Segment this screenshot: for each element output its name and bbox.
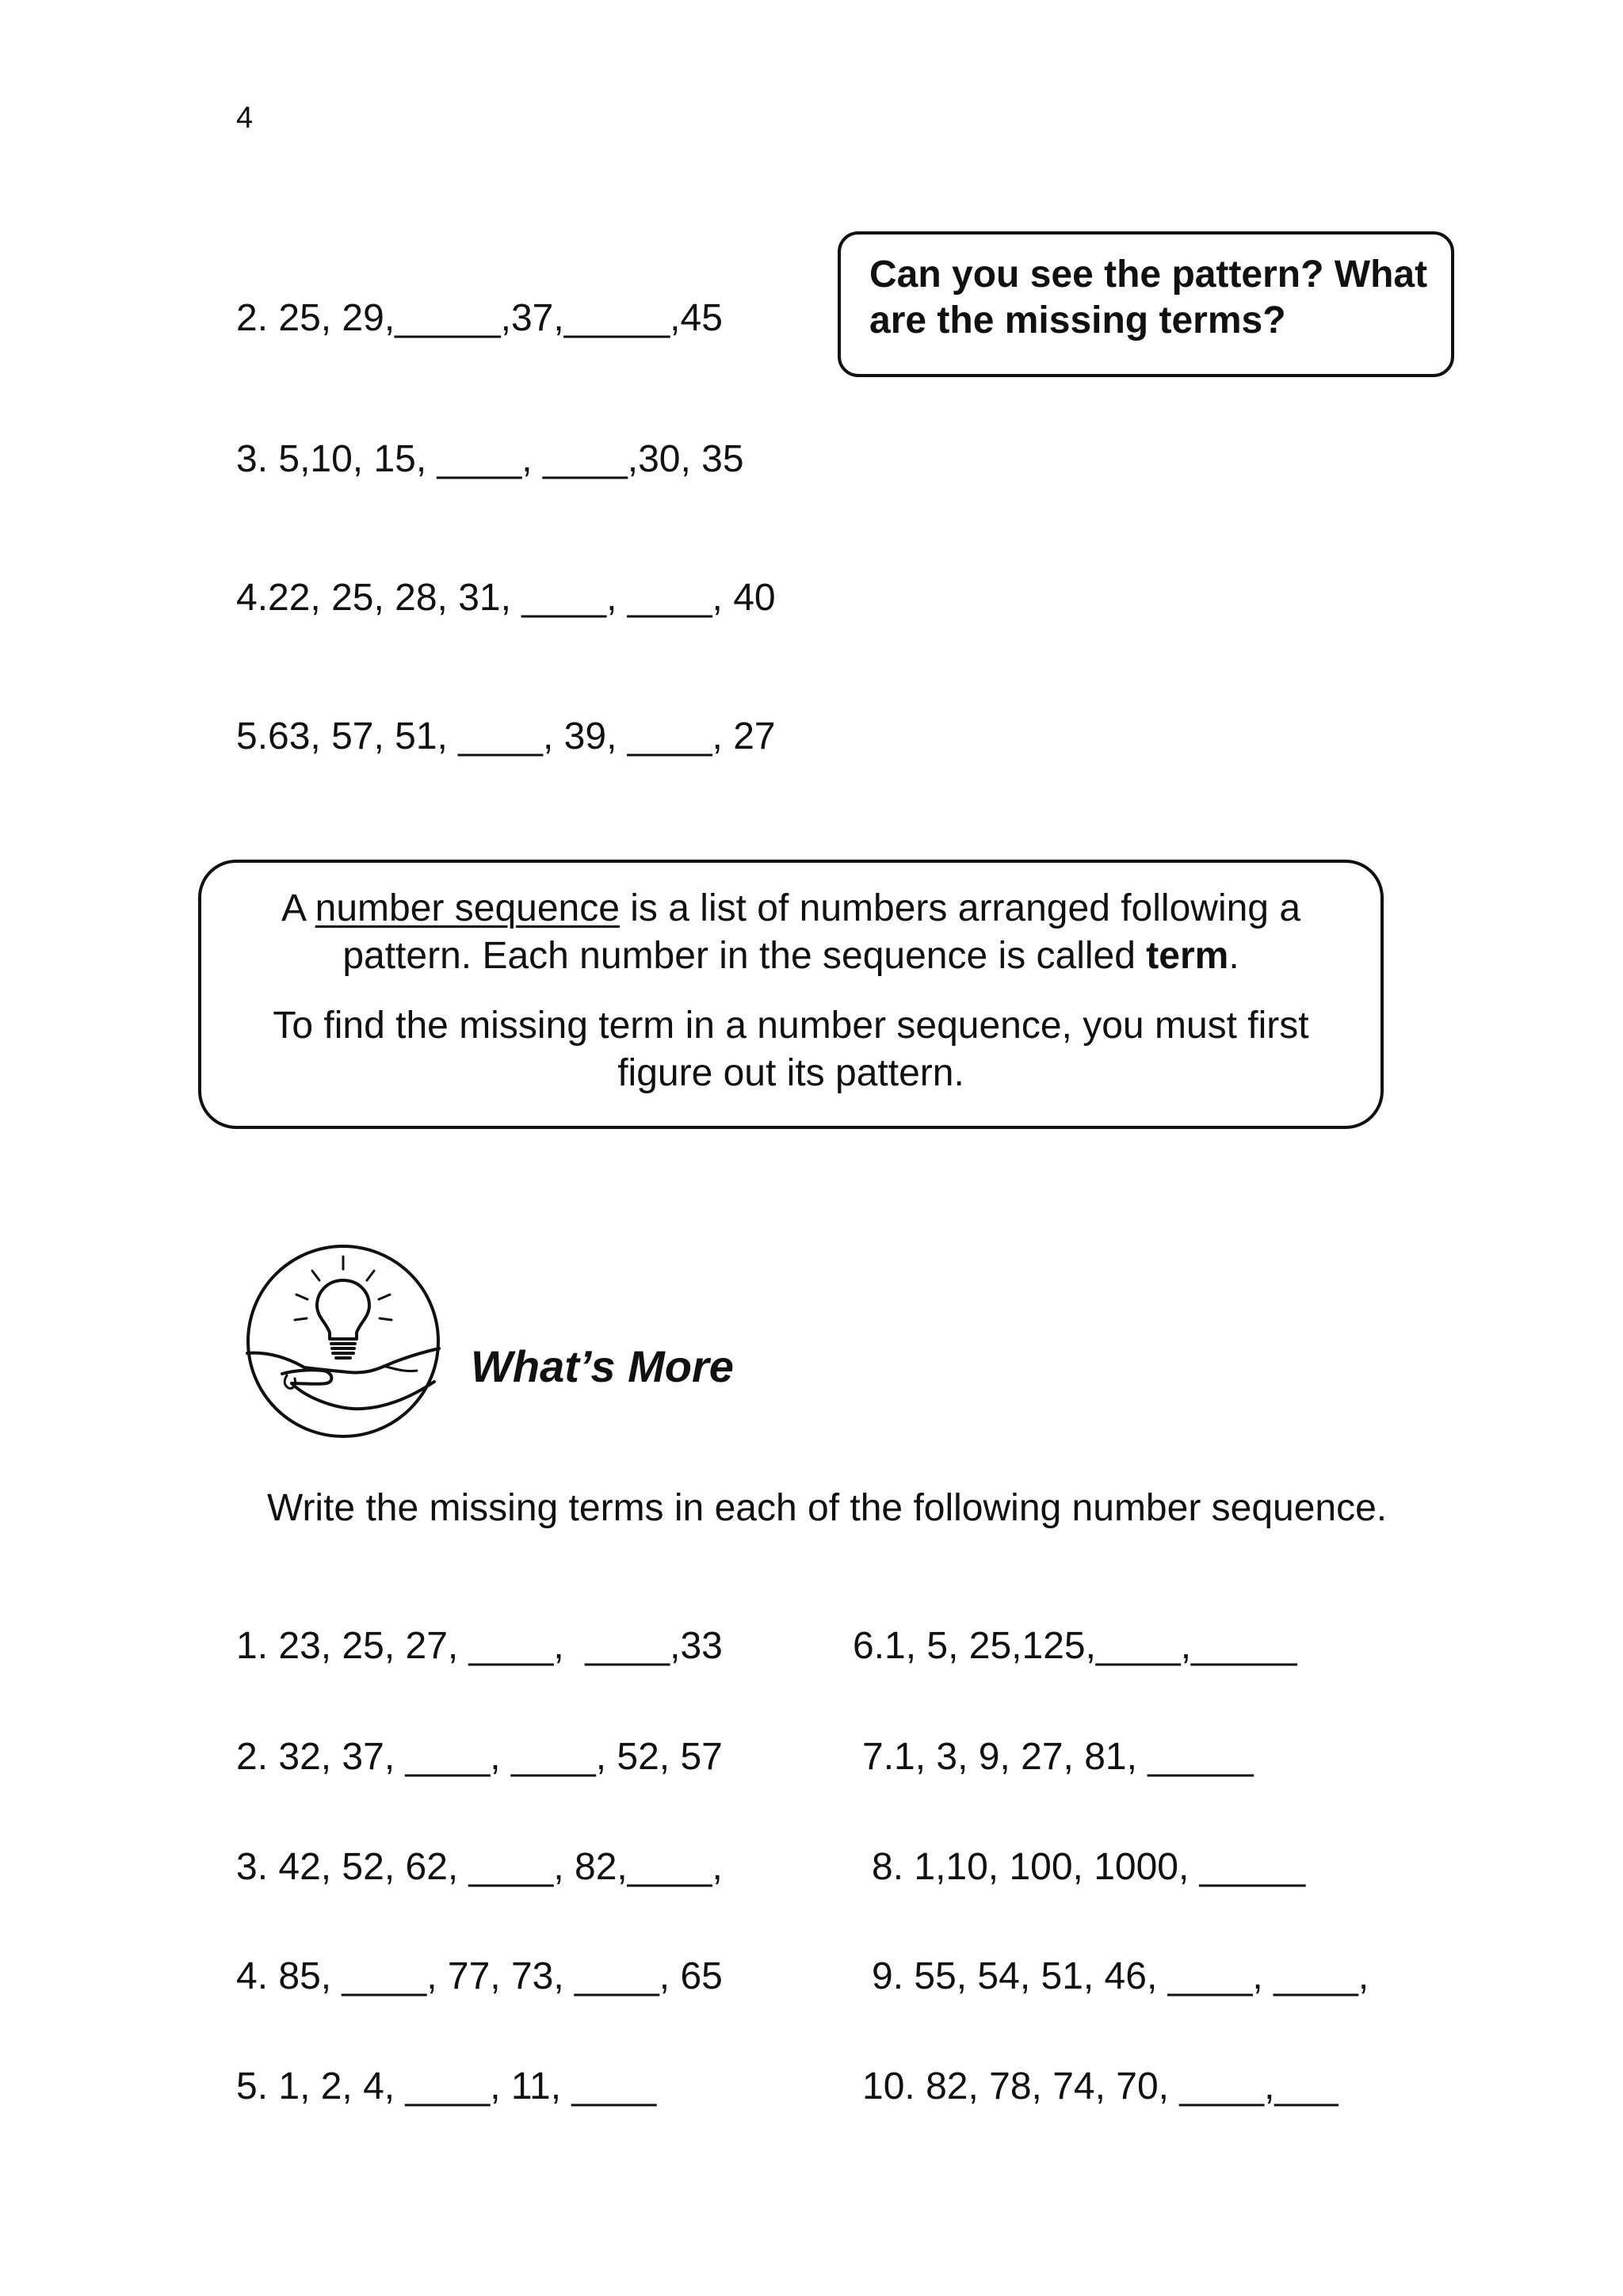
exercise-item-5: 5. 1, 2, 4, ____, 11, ____ (236, 2065, 657, 2107)
definition-box (198, 860, 1384, 1129)
definition-paragraph-2 (201, 1002, 1381, 1097)
exercise-item-1: 1. 23, 25, 27, ____, ____,33 (236, 1625, 723, 1667)
term-number-sequence: number sequence (315, 887, 620, 929)
section-title: What’s More (471, 1341, 734, 1391)
def-text: figure out its pattern. (617, 1052, 964, 1094)
term-bold: term (1146, 935, 1229, 977)
exercise-item-7: 7.1, 3, 9, 27, 81, _____ (862, 1736, 1254, 1778)
callout-line-2: are the missing terms? (869, 299, 1286, 341)
page-number: 4 (236, 101, 254, 135)
exercise-item-2: 2. 32, 37, ____, ____, 52, 57 (236, 1736, 723, 1778)
exercise-item-4: 4. 85, ____, 77, 73, ____, 65 (236, 1955, 723, 1997)
warmup-item-3: 3. 5,10, 15, ____, ____,30, 35 (236, 438, 744, 480)
pattern-callout (838, 231, 1454, 377)
def-text: pattern. Each number in the sequence is called (342, 935, 1147, 977)
warmup-item-2: 2. 25, 29,_____,37,_____,45 (236, 297, 723, 339)
def-text: A (281, 887, 315, 929)
warmup-item-5: 5.63, 57, 51, ____, 39, ____, 27 (236, 715, 776, 757)
exercise-item-3: 3. 42, 52, 62, ____, 82,____, (236, 1846, 723, 1888)
exercise-item-6: 6.1, 5, 25,125,____,_____ (853, 1625, 1297, 1667)
def-text: . (1228, 935, 1239, 977)
instruction-text: Write the missing terms in each of the following number sequence. (267, 1487, 1388, 1529)
callout-line-1: Can you see the pattern? What (869, 254, 1428, 296)
lightbulb-hand-icon (244, 1242, 442, 1440)
exercise-item-9: 9. 55, 54, 51, 46, ____, ____, (872, 1955, 1369, 1997)
def-text: is a list of numbers arranged following a (619, 887, 1301, 929)
exercise-item-10: 10. 82, 78, 74, 70, ____,___ (862, 2065, 1338, 2107)
exercise-item-8: 8. 1,10, 100, 1000, _____ (872, 1846, 1306, 1888)
definition-paragraph-1 (201, 885, 1381, 980)
def-text: To find the missing term in a number sequence, you must first (273, 1005, 1309, 1047)
warmup-item-4: 4.22, 25, 28, 31, ____, ____, 40 (236, 577, 776, 619)
